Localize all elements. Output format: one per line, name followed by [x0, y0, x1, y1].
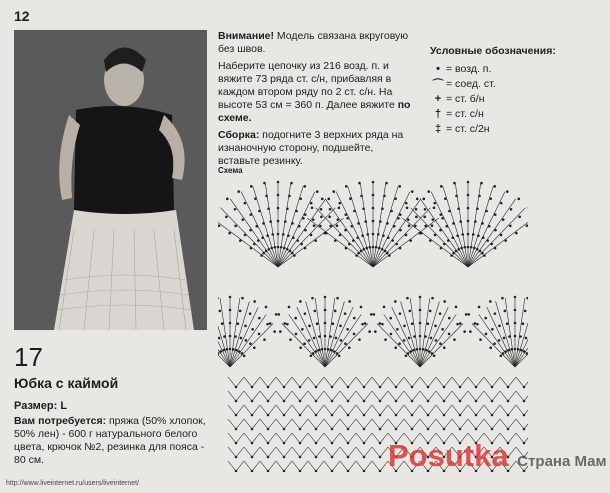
legend-item [430, 91, 600, 106]
model-photo [14, 30, 207, 330]
legend-item [430, 121, 600, 136]
chain-stitch-icon: • [436, 62, 440, 75]
materials-label: Вам потребуется: [14, 415, 107, 427]
attention-label: Внимание! [218, 30, 274, 42]
size-line: Размер: L [14, 400, 68, 412]
materials-text [14, 415, 214, 467]
model-number: 17 [14, 342, 43, 372]
legend-title: Условные обозначения: [430, 45, 556, 57]
double-crochet-icon: † [434, 107, 442, 120]
instructions-bold: по схеме. [218, 99, 411, 124]
instructions-para [218, 60, 418, 125]
legend-text: = возд. п. [446, 62, 492, 75]
page-number: 12 [14, 8, 30, 24]
legend-text: = ст. с/2н [446, 122, 490, 135]
attention-text: Модель связана вкруговую без швов. [218, 30, 409, 55]
model-title: Юбка с каймой [14, 375, 119, 391]
legend-text: = ст. с/н [446, 107, 484, 120]
assembly-para [218, 129, 418, 168]
legend-text: = соед. ст. [446, 77, 496, 90]
single-crochet-icon: + [434, 92, 442, 105]
watermark [388, 438, 607, 474]
legend [430, 45, 600, 136]
watermark-main: Posutka [388, 438, 509, 473]
instructions-block [218, 30, 418, 172]
treble-crochet-icon: ‡ [434, 122, 442, 135]
assembly-text: подогните 3 верхних ряда на изнаночную сторону, подшейте, вставьте резинку. [218, 129, 404, 167]
legend-item [430, 61, 600, 76]
instructions-text: Наберите цепочку из 216 возд. п. и вяжите 73 ряда ст. с/н, прибавляя в каждом втором ряду по 2 ст. с/н. На высоте 53 см = 360 п. Далее вяжите [218, 60, 395, 111]
slip-stitch-icon: ⌒ [432, 78, 444, 91]
materials-body: пряжа (50% хлопок, 50% лен) - 600 г натурального белого цвета, крючок №2, резинка для пояса - 80 см. [14, 415, 206, 466]
assembly-label: Сборка: [218, 129, 260, 141]
crochet-chart-drawing [218, 172, 528, 472]
watermark-secondary: Страна Мам [517, 453, 607, 470]
legend-item [430, 106, 600, 121]
attention-para [218, 30, 418, 56]
legend-item [430, 76, 600, 91]
schema-label: Схема [218, 166, 243, 175]
footer-url: http://www.liveinternet.ru/users/liveinternet/ [6, 480, 140, 487]
crochet-chart [218, 172, 528, 472]
legend-text: = ст. б/н [446, 92, 485, 105]
